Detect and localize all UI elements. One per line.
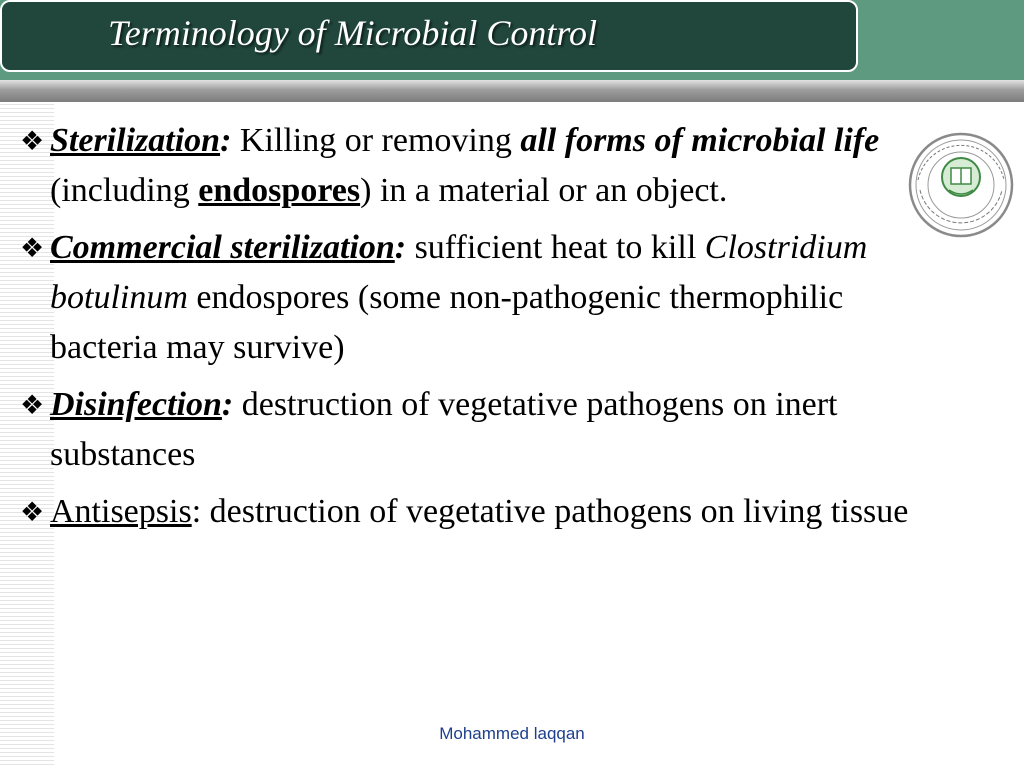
- slide-title: Terminology of Microbial Control: [108, 13, 598, 53]
- title-box: [0, 0, 858, 72]
- diamond-bullet-icon: ❖: [20, 126, 45, 156]
- footer-author: Mohammed laqqan: [439, 724, 585, 743]
- bullet-antisepsis: ❖ Antisepsis: destruction of vegetative pathogens on living tissue: [20, 487, 920, 537]
- diamond-bullet-icon: ❖: [20, 233, 45, 263]
- bullet-sterilization: ❖ Sterilization: Killing or removing all forms of microbial life (including endospores) in a material or an object.: [20, 116, 920, 216]
- university-seal-icon: [906, 130, 1016, 240]
- diamond-bullet-icon: ❖: [20, 497, 45, 527]
- term-commercial-sterilization: Commercial sterilization: [50, 229, 395, 266]
- bullet-disinfection: ❖ Disinfection: destruction of vegetative pathogens on inert substances: [20, 380, 920, 480]
- emphasis-text: all forms of microbial life: [520, 122, 880, 159]
- emphasis-endospores: endospores: [198, 172, 361, 209]
- bullet-commercial-sterilization: ❖ Commercial sterilization: sufficient heat to kill Clostridium botulinum endospores (some non-pathogenic thermophilic bacteria may survive): [20, 223, 920, 373]
- species-name: Clostridium botulinum: [50, 229, 868, 316]
- bullet-list: [20, 116, 920, 544]
- term-antisepsis: Antisepsis: [50, 493, 192, 530]
- header-divider-bar: [0, 80, 1024, 102]
- term-disinfection: Disinfection: [50, 386, 222, 423]
- diamond-bullet-icon: ❖: [20, 390, 45, 420]
- term-sterilization: Sterilization: [50, 122, 221, 159]
